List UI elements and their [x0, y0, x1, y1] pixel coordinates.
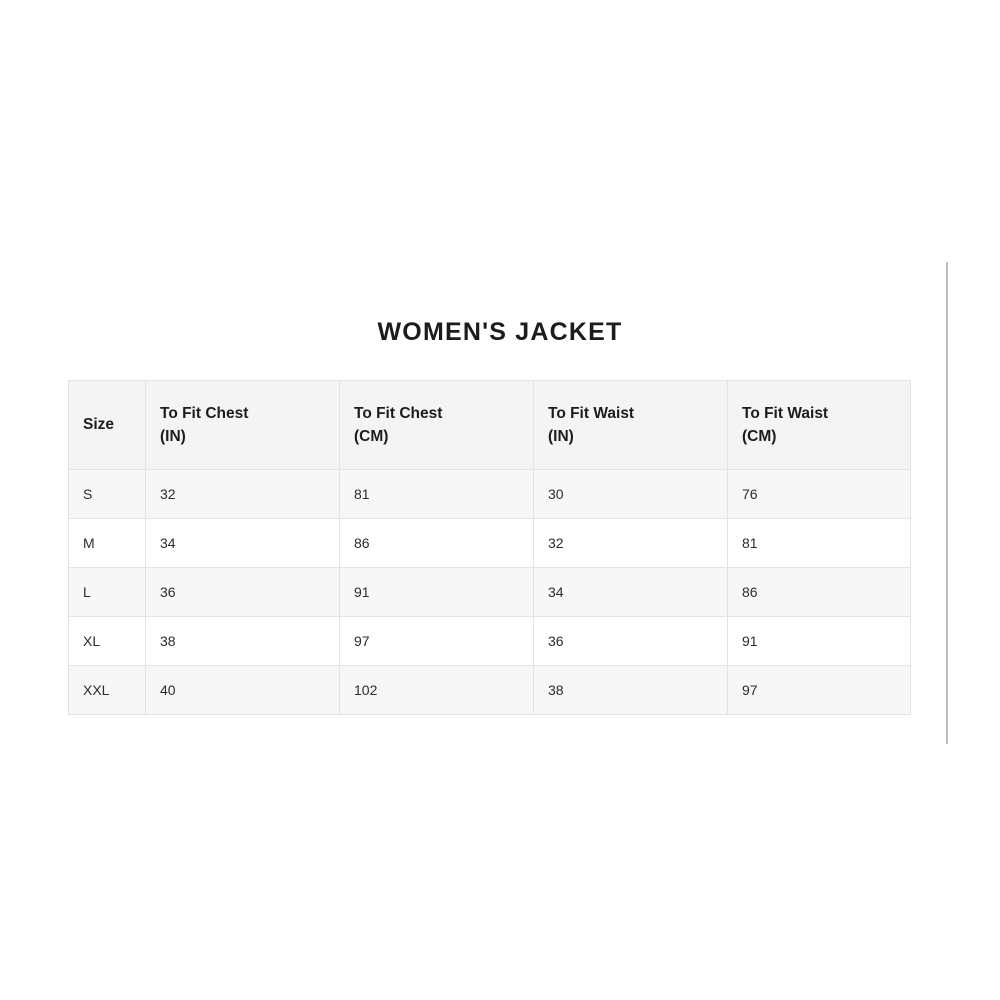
cell-chest-cm: 91 — [340, 568, 534, 617]
cell-chest-in: 36 — [146, 568, 340, 617]
cell-waist-in: 38 — [534, 666, 728, 715]
page-title: WOMEN'S JACKET — [377, 318, 623, 346]
cell-waist-cm: 76 — [728, 470, 911, 519]
table-row — [69, 666, 911, 715]
column-header-chest-in — [146, 381, 340, 470]
cell-chest-in: 32 — [146, 470, 340, 519]
column-header-chest-cm-line1: To Fit Chest — [354, 404, 443, 422]
cell-waist-cm: 86 — [728, 568, 911, 617]
cell-size: M — [69, 519, 146, 568]
column-header-waist-cm-line1: To Fit Waist — [742, 404, 829, 422]
column-header-chest-cm-line2: (CM) — [354, 428, 389, 445]
column-header-size-line1: Size — [83, 416, 115, 434]
cell-waist-in: 36 — [534, 617, 728, 666]
table-row — [69, 519, 911, 568]
column-header-chest-in-line2: (IN) — [160, 428, 186, 445]
cell-waist-in: 34 — [534, 568, 728, 617]
cell-waist-in: 32 — [534, 519, 728, 568]
column-header-waist-in-line1: To Fit Waist — [548, 404, 635, 422]
table-header-row — [69, 381, 911, 470]
cell-waist-cm: 91 — [728, 617, 911, 666]
column-header-waist-cm-line2: (CM) — [742, 428, 777, 445]
cell-waist-cm: 97 — [728, 666, 911, 715]
cell-chest-cm: 97 — [340, 617, 534, 666]
column-header-waist-in — [534, 381, 728, 470]
size-chart-table-container — [68, 380, 910, 715]
table-header — [69, 381, 911, 470]
table-row — [69, 617, 911, 666]
column-header-chest-in-line1: To Fit Chest — [160, 404, 249, 422]
cell-size: S — [69, 470, 146, 519]
column-header-waist-cm — [728, 381, 911, 470]
cell-waist-cm: 81 — [728, 519, 911, 568]
cell-chest-in: 38 — [146, 617, 340, 666]
cell-chest-cm: 86 — [340, 519, 534, 568]
table-row — [69, 568, 911, 617]
table-row — [69, 470, 911, 519]
column-header-waist-in-line2: (IN) — [548, 428, 574, 445]
cell-chest-in: 34 — [146, 519, 340, 568]
column-header-size — [69, 381, 146, 470]
cell-chest-in: 40 — [146, 666, 340, 715]
size-chart-table — [68, 380, 911, 715]
cell-size: XL — [69, 617, 146, 666]
table-body — [69, 470, 911, 715]
cell-size: L — [69, 568, 146, 617]
cell-chest-cm: 81 — [340, 470, 534, 519]
cell-chest-cm: 102 — [340, 666, 534, 715]
column-header-chest-cm — [340, 381, 534, 470]
cell-size: XXL — [69, 666, 146, 715]
cell-waist-in: 30 — [534, 470, 728, 519]
